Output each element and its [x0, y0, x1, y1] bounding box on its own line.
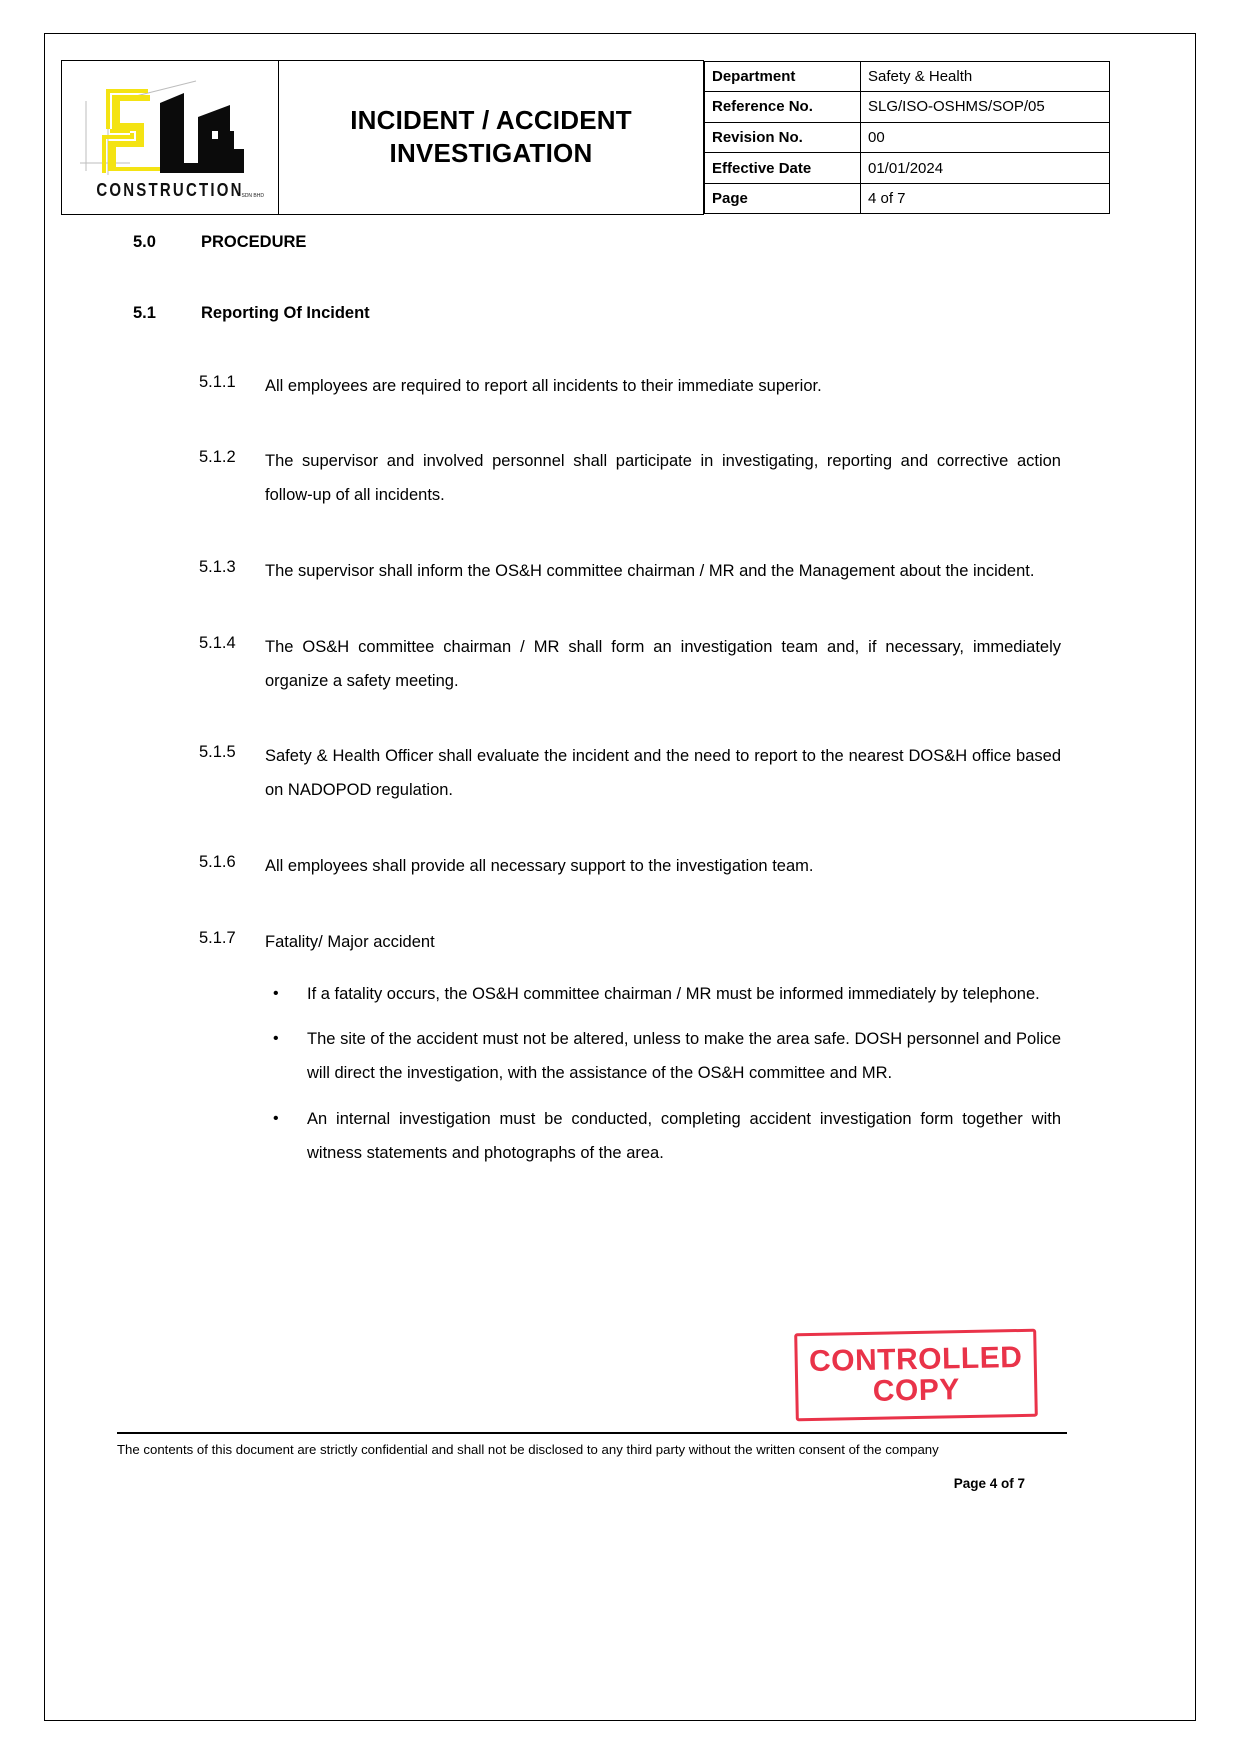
stamp-line-1: CONTROLLED	[808, 1340, 1023, 1378]
document-title-line1: INCIDENT / ACCIDENT	[350, 105, 632, 136]
bullet-text: An internal investigation must be conducted, completing accident investigation form together with witness statements and photographs of the area.	[307, 1110, 1061, 1162]
controlled-copy-stamp	[794, 1329, 1038, 1422]
clause-text: The OS&H committee chairman / MR shall form an investigation team and, if necessary, immediately organize a safety meeting.	[265, 637, 1061, 690]
list-item	[265, 1023, 1061, 1091]
clause-text: The supervisor shall inform the OS&H committee chairman / MR and the Management about the incident.	[265, 561, 1035, 580]
bullet-text: If a fatality occurs, the OS&H committee chairman / MR must be informed immediately by telephone.	[307, 984, 1040, 1003]
section-5-1-number: 5.1	[133, 303, 156, 322]
logo-cell	[62, 61, 279, 215]
meta-value-reference-no: SLG/ISO-OSHMS/SOP/05	[861, 92, 1110, 123]
document-page	[44, 33, 1196, 1721]
clause-5-1-7	[199, 926, 1061, 960]
meta-key-revision-no: Revision No.	[705, 122, 861, 153]
meta-key-department: Department	[705, 61, 861, 92]
bullet-icon: •	[273, 1030, 279, 1048]
clause-number: 5.1.7	[199, 928, 236, 947]
stamp-line-2: COPY	[872, 1373, 961, 1408]
document-footer	[117, 1432, 1067, 1491]
document-body	[61, 230, 1079, 1183]
meta-value-department: Safety & Health	[861, 61, 1110, 92]
fatality-bullet-list	[265, 978, 1061, 1171]
logo-icon	[72, 75, 268, 187]
meta-key-page: Page	[705, 183, 861, 214]
clause-number: 5.1.4	[199, 633, 236, 652]
bullet-icon: •	[273, 984, 279, 1002]
footer-divider	[117, 1432, 1067, 1434]
clause-5-1-4	[199, 631, 1061, 699]
clause-number: 5.1.5	[199, 743, 236, 762]
section-5-1-label: Reporting Of Incident	[201, 303, 370, 322]
meta-value-page: 4 of 7	[861, 183, 1110, 214]
clause-text: All employees shall provide all necessary support to the investigation team.	[265, 857, 814, 875]
list-item	[265, 978, 1061, 1012]
table-row	[705, 122, 1110, 153]
clause-5-1-3	[199, 555, 1061, 589]
metadata-table	[704, 61, 1110, 215]
clause-text: Safety & Health Officer shall evaluate the incident and the need to report to the nearest DOS&H office based on NADOPOD regulation.	[265, 747, 1061, 800]
footer-page-number: Page 4 of 7	[953, 1476, 1025, 1492]
bullet-icon: •	[273, 1110, 279, 1128]
meta-key-reference-no: Reference No.	[705, 92, 861, 123]
clause-number: 5.1.1	[199, 372, 236, 391]
meta-value-revision-no: 00	[861, 122, 1110, 153]
clause-number: 5.1.3	[199, 557, 236, 576]
section-5-1	[133, 301, 1079, 326]
table-row	[705, 61, 1110, 92]
section-5-0	[133, 230, 1079, 255]
clause-text: All employees are required to report all incidents to their immediate superior.	[265, 376, 822, 395]
clause-5-1-1	[199, 370, 1061, 404]
metadata-cell	[704, 61, 1080, 215]
clause-5-1-5	[199, 740, 1061, 808]
list-item	[265, 1103, 1061, 1171]
header-table	[61, 60, 1079, 215]
meta-value-effective-date: 01/01/2024	[861, 153, 1110, 184]
clause-text: Fatality/ Major accident	[265, 932, 435, 951]
table-row	[705, 92, 1110, 123]
document-header	[61, 60, 1079, 215]
clause-text: The supervisor and involved personnel shall participate in investigating, reporting and corrective action follow-up of all incidents.	[265, 452, 1061, 505]
clause-5-1-2	[199, 445, 1061, 513]
logo-trademark: SDN BHD	[241, 193, 264, 200]
section-5-0-number: 5.0	[133, 233, 156, 251]
clause-5-1-6	[199, 850, 1061, 884]
confidentiality-notice: The contents of this document are strictly confidential and shall not be disclosed to any third party without the written consent of the company	[117, 1442, 939, 1457]
clause-number: 5.1.2	[199, 448, 236, 467]
logo-wordmark: CONSTRUCTION	[96, 180, 244, 202]
slg-construction-logo	[72, 75, 268, 203]
section-5-0-label: PROCEDURE	[201, 233, 307, 251]
document-title-cell	[279, 61, 704, 215]
document-title-line2: INVESTIGATION	[389, 138, 593, 169]
clause-number: 5.1.6	[199, 853, 236, 871]
meta-key-effective-date: Effective Date	[705, 153, 861, 184]
table-row	[705, 183, 1110, 214]
table-row	[705, 153, 1110, 184]
bullet-text: The site of the accident must not be altered, unless to make the area safe. DOSH personnel and Police will direct the investigation, with the assistance of the OS&H committee and MR.	[307, 1030, 1061, 1083]
